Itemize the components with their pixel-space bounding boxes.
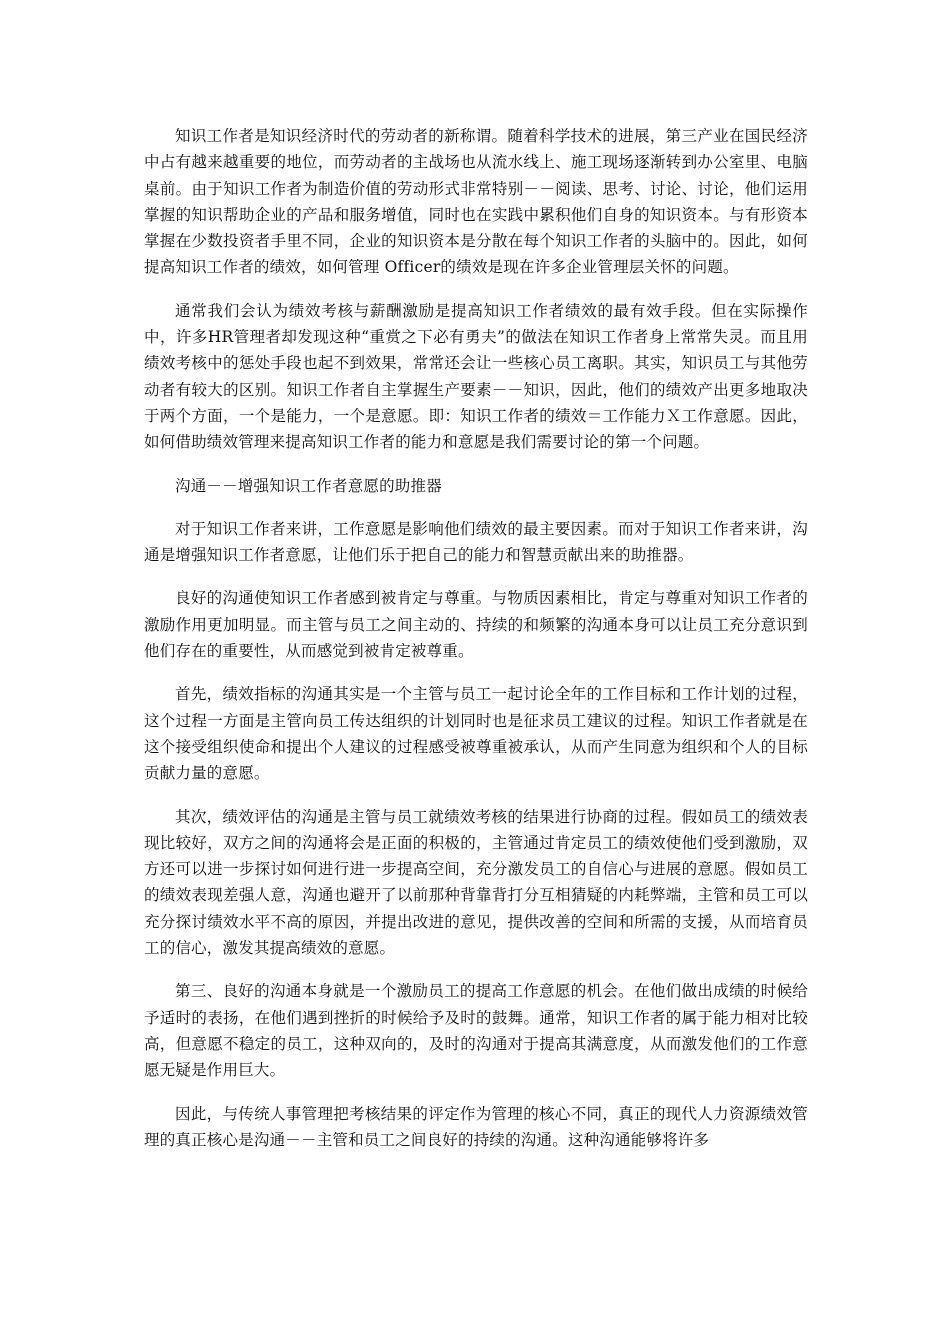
paragraph-first-point: 首先，绩效指标的沟通其实是一个主管与员工一起讨论全年的工作目标和工作计划的过程，这个过程一方面是主管向员工传达组织的计划同时也是征求员工建议的过程。知识工作者就是在这个接受组织使命和提出个人建议的过程感受被尊重被承认，从而产生同意为组织和个人的目标贡献力量的意愿。 [144,685,808,783]
paragraph-performance-appraisal: 通常我们会认为绩效考核与薪酬激励是提高知识工作者绩效的最有效手段。但在实际操作中，许多HR管理者却发现这种“重赏之下必有勇夫”的做法在知识工作者身上常常失灵。而且用绩效考核中的惩处手段也起不到效果，常常还会让一些核心员工离职。其实，知识员工与其他劳动者有较大的区别。知识工作者自主掌握生产要素－－知识，因此，他们的绩效产出更多地取决于两个方面，一个是能力，一个是意愿。即：知识工作者的绩效＝工作能力Ｘ工作意愿。因此，如何借助绩效管理来提高知识工作者的能力和意愿是我们需要讨论的第一个问题。 [144,301,808,452]
paragraph-second-point: 其次，绩效评估的沟通是主管与员工就绩效考核的结果进行协商的过程。假如员工的绩效表现比较好，双方之间的沟通将会是正面的积极的，主管通过肯定员工的绩效使他们受到激励，双方还可以进一步探讨如何进行进一步提高空间，充分激发员工的自信心与进展的意愿。假如员工的绩效表现差强人意，沟通也避开了以前那种背靠背打分互相猜疑的内耗弊端，主管和员工可以充分探讨绩效水平不高的原因，并提出改进的意见，提供改善的空间和所需的支援，从而培育员工的信心，激发其提高绩效的意愿。 [144,807,808,958]
paragraph-intro: 知识工作者是知识经济时代的劳动者的新称谓。随着科学技术的进展，第三产业在国民经济中占有越来越重要的地位，而劳动者的主战场也从流水线上、施工现场逐渐转到办公室里、电脑桌前。由于知识工作者为制造价值的劳动形式非常特别－－阅读、思考、讨论、讨论，他们运用掌握的知识帮助企业的产品和服务增值，同时也在实践中累积他们自身的知识资本。与有形资本掌握在少数投资者手里不同，企业的知识资本是分散在每个知识工作者的头脑中的。因此，如何提高知识工作者的绩效，如何管理 Officer的绩效是现在许多企业管理层关怀的问题。 [144,127,808,277]
document-body [144,123,808,1170]
section-heading: 沟通－－增强知识工作者意愿的助推器 [175,476,442,495]
paragraph-conclusion: 因此，与传统人事管理把考核结果的评定作为管理的核心不同，真正的现代人力资源绩效管理的真正核心是沟通－－主管和员工之间良好的持续的沟通。这种沟通能够将许多 [144,1104,808,1149]
paragraph-respect: 良好的沟通使知识工作者感到被肯定与尊重。与物质因素相比，肯定与尊重对知识工作者的激励作用更加明显。而主管与员工之间主动的、持续的和频繁的沟通本身可以让员工充分意识到他们存在的重要性，从而感觉到被肯定被尊重。 [144,589,808,661]
paragraph-third-point: 第三、良好的沟通本身就是一个激励员工的提高工作意愿的机会。在他们做出成绩的时候给予适时的表扬，在他们遇到挫折的时候给予及时的鼓舞。通常，知识工作者的属于能力相对比较高，但意愿不稳定的员工，这种双向的，及时的沟通对于提高其满意度，从而激发他们的工作意愿无疑是作用巨大。 [144,982,808,1080]
paragraph-willingness: 对于知识工作者来讲，工作意愿是影响他们绩效的最主要因素。而对于知识工作者来讲，沟通是增强知识工作者意愿，让他们乐于把自己的能力和智慧贡献出来的助推器。 [144,519,808,565]
